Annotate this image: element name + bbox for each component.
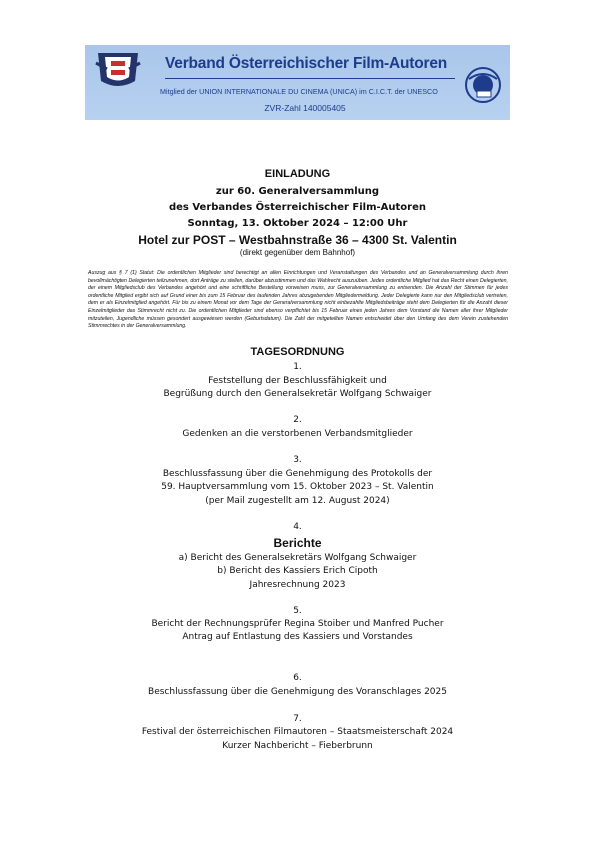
agenda-item-1-number: 1. (293, 362, 302, 372)
agenda-item-2-line1: Gedenken an die verstorbenen Verbandsmitglieder (182, 429, 413, 439)
invitation-line1: zur 60. Generalversammlung (215, 186, 380, 197)
header-banner (85, 45, 510, 120)
banner-zvr: ZVR-Zahl 140005405 (264, 103, 346, 113)
agenda-item-4-line2: b) Bericht des Kassiers Erich Cipoth (217, 566, 378, 576)
agenda-item-5-line1: Bericht der Rechnungsprüfer Regina Stoiber und Manfred Pucher (151, 619, 444, 629)
banner-divider (165, 78, 455, 79)
agenda-item-6-line1: Beschlussfassung über die Genehmigung des Voranschlages 2025 (148, 687, 447, 697)
unica-logo-icon (463, 65, 503, 105)
agenda-item-7-number: 7. (293, 714, 302, 724)
agenda-item-3-line3: (per Mail zugestellt am 12. August 2024) (205, 496, 390, 506)
agenda-item-3-line1: Beschlussfassung über die Genehmigung des Protokolls der (162, 469, 433, 479)
agenda-item-1-line2: Begrüßung durch den Generalsekretär Wolfgang Schwaiger (163, 389, 432, 399)
agenda-item-4-title: Berichte (273, 536, 322, 550)
agenda-item-3-line2: 59. Hauptversammlung vom 15. Oktober 2023 – St. Valentin (161, 482, 434, 492)
agenda-item-4-line1: a) Bericht des Generalsekretärs Wolfgang Schwaiger (178, 553, 417, 563)
agenda-item-5-number: 5. (293, 606, 302, 616)
invitation-venue: Hotel zur POST – Westbahnstraße 36 – 4300 St. Valentin (138, 233, 457, 247)
agenda-item-5-line2: Antrag auf Entlastung des Kassiers und Vorstandes (182, 632, 413, 642)
statute-excerpt: Auszug aus § 7 (1) Statut: Die ordentlichen Mitglieder sind berechtigt an allen Einrichtungen und Veranstaltungen des Verbandes und an Generalversammlung durch ihren bevollmächtigten Delegierten teilzunehmen, dort Anträge zu stellen, darüber abzustimmen und das Wahlrecht auszuüben. Jedes ordentliche Mitglied hat das Recht einen Delegierten, der einem Mitgliedsclub des Verbandes angehört und eine schriftliche Bestellung vorweisen muss, zur Generalversammlung zu entsenden. Die Anzahl der Stimmen für jedes ordentliche Mitglied ergibt sich auf Grund einer bis zum 15 Februar des laufenden Jahres abzugebenden Mitgliedermeldung. Jeder Delegierte kann nur den Mitgliedsclub vertreten, dem er als Einzelmitglied angehört. Für bis zu einem Monat vor dem Tage der Generalversammlung nicht einbezahlte Mitgliedsbeiträge steht dem Delegierten für die Anzahl dieser Einzelmitglieder das Stimmrecht nicht zu. Die ordentlichen Mitglieder sind ebenso verpflichtet bis 15 Februar eines jeden Jahres dem Vorstand die Namen aller ihrer Mitglieder mitzuteilen, Jugendliche müssen gesondert ausgewiesen werden (Geburtsdatum). Die Zahl der mitgeteilten Namen entscheidet über den Umfang des dem Verein zustehenden Stimmrechtes in der Generalversammlung. (88, 270, 508, 330)
agenda-heading: TAGESORDNUNG (250, 346, 345, 358)
agenda-item-4-number: 4. (293, 522, 302, 532)
agenda-item-7-line1: Festival der österreichischen Filmautoren – Staatsmeisterschaft 2024 (141, 727, 454, 737)
invitation-venue-note: (direkt gegenüber dem Bahnhof) (239, 248, 356, 257)
invitation-date: Sonntag, 13. Oktober 2024 – 12:00 Uhr (187, 218, 408, 229)
invitation-line2: des Verbandes Österreichischer Film-Autoren (168, 202, 427, 213)
agenda-item-6-number: 6. (293, 673, 302, 683)
banner-title: Verband Österreichischer Film-Autoren (165, 55, 448, 72)
invitation-heading: EINLADUNG (264, 168, 331, 180)
agenda-item-4-line3: Jahresrechnung 2023 (249, 580, 346, 590)
agenda-item-2-number: 2. (293, 415, 302, 425)
agenda-item-7-line2: Kurzer Nachbericht – Fieberbrunn (222, 741, 373, 751)
agenda-item-3-number: 3. (293, 455, 302, 465)
association-crest-icon (93, 51, 143, 91)
agenda-item-1-line1: Feststellung der Beschlussfähigkeit und (208, 376, 387, 386)
banner-membership: Mitglied der UNION INTERNATIONALE DU CINEMA (UNICA) im C.I.C.T. der UNESCO (160, 87, 438, 96)
